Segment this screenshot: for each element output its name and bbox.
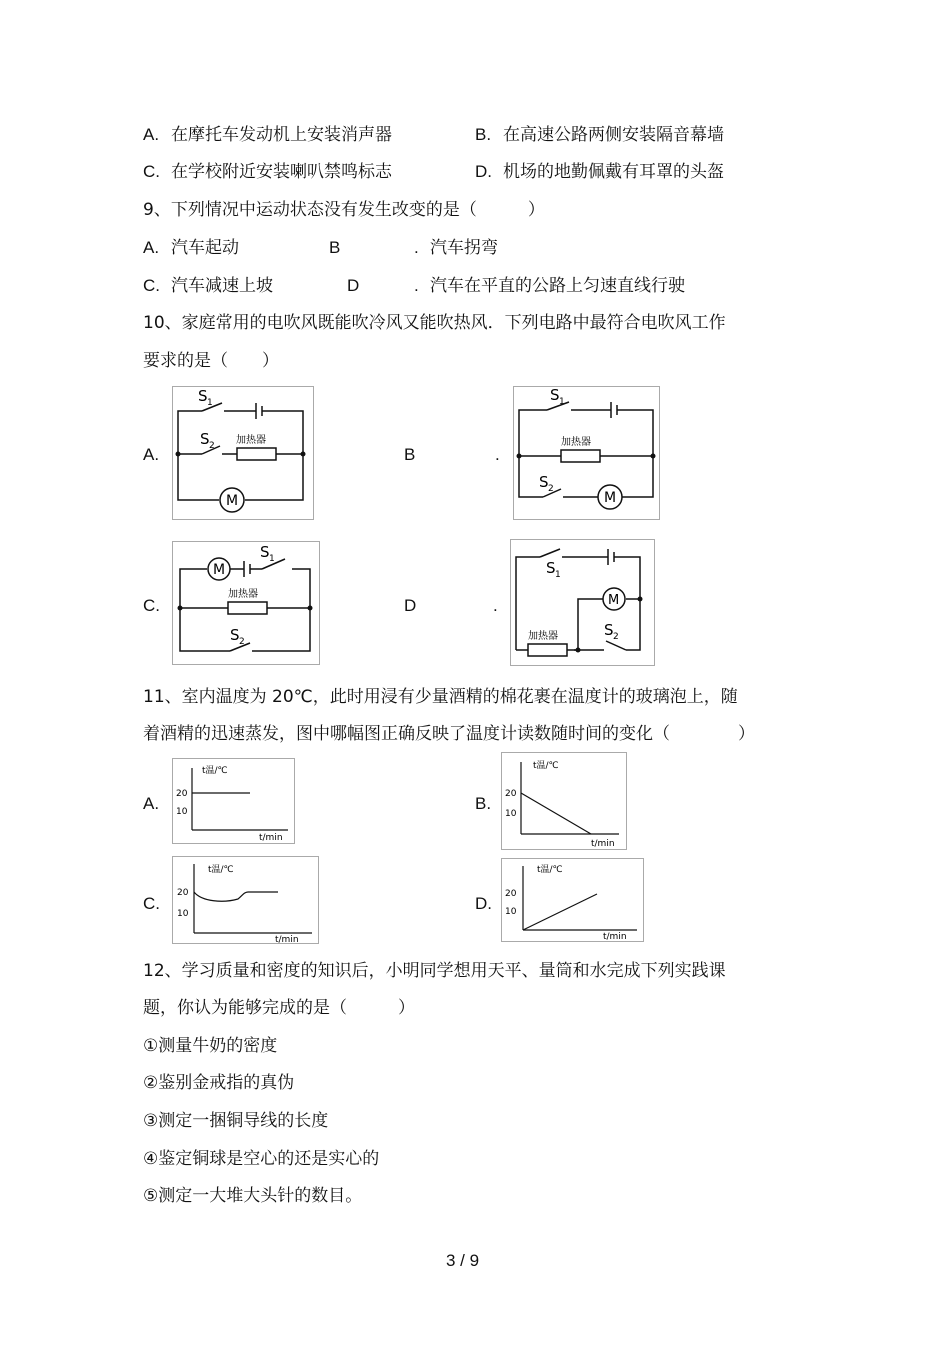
circuit-d-motor: M [608, 593, 620, 608]
circuit-d-s1-sub: 1 [555, 570, 561, 580]
graph-a-tick-10: 10 [176, 807, 188, 817]
circuit-d-heater-label: 加热器 [528, 631, 558, 642]
q11-option-a-label: A. [143, 794, 160, 813]
circuit-c-s1-sub: 1 [269, 554, 275, 564]
graph-d-tick-10: 10 [505, 907, 517, 917]
q8-option-d-text: 机场的地勤佩戴有耳罩的头盔 [503, 162, 724, 182]
q9-option-c-text: 汽车减速上坡 [171, 276, 273, 296]
circuit-a-s2-sub: 2 [209, 441, 215, 451]
circuit-b-diagram [513, 386, 660, 520]
circuit-d-s1: S [546, 559, 556, 577]
graph-c-curve [194, 892, 278, 901]
q9-option-b-text: 汽车拐弯 [430, 238, 498, 258]
q10-stem-line2: 要求的是（ ） [143, 351, 279, 371]
q10-option-d-label: D [404, 596, 417, 615]
graph-c-y-label: t温/℃ [208, 865, 234, 875]
graph-a-x-label: t/min [259, 833, 283, 843]
q10-stem-line1: 10、家庭常用的电吹风既能吹冷风又能吹热风．下列电路中最符合电吹风工作 [143, 313, 726, 333]
circuit-c-s2: S [230, 626, 240, 644]
q9-option-b-label: B [329, 238, 341, 257]
circuit-d-s2-sub: 2 [613, 632, 619, 642]
graph-c-tick-20: 20 [177, 888, 189, 898]
graph-c-x-label: t/min [275, 935, 299, 944]
graph-b-tick-10: 10 [505, 809, 517, 819]
q12-item: ①测量牛奶的密度 [143, 1036, 278, 1056]
q11-stem-line1: 11、室内温度为 20℃，此时用浸有少量酒精的棉花裹在温度计的玻璃泡上，随 [143, 687, 738, 707]
q11-option-b-label: B. [475, 794, 492, 813]
circuit-d-diagram [510, 539, 655, 666]
circuit-b-s2-sub: 2 [548, 484, 554, 494]
q9-stem: 9、下列情况中运动状态没有发生改变的是（ ） [143, 200, 545, 220]
circuit-c-motor: M [213, 562, 226, 578]
circuit-a-s2: S [200, 430, 210, 448]
q8-option-c-text: 在学校附近安装喇叭禁鸣标志 [171, 162, 392, 182]
q8-option-d-label: D. [475, 162, 492, 181]
q12-stem-line2: 题，你认为能够完成的是（ ） [143, 998, 415, 1018]
q10-option-d-dot: . [493, 596, 498, 615]
q12-item: ②鉴别金戒指的真伪 [143, 1073, 295, 1093]
graph-c-tick-10: 10 [177, 909, 189, 919]
q10-option-a-label: A. [143, 445, 160, 464]
circuit-b-heater-label: 加热器 [561, 437, 591, 448]
graph-d [501, 858, 644, 942]
q10-option-c-label: C. [143, 596, 160, 615]
graph-d-curve [523, 894, 597, 930]
circuit-a-diagram [172, 386, 314, 520]
graph-a [172, 758, 295, 844]
graph-d-tick-20: 20 [505, 889, 517, 899]
q9-option-a-label: A. [143, 238, 160, 257]
q8-option-a-label: A. [143, 125, 160, 144]
circuit-c-s2-sub: 2 [239, 637, 245, 647]
circuit-a-s1: S [198, 387, 208, 405]
graph-b [501, 752, 627, 850]
q8-option-b-label: B. [475, 125, 492, 144]
circuit-c-s1: S [260, 543, 270, 561]
circuit-d-s2: S [604, 621, 614, 639]
q8-option-b-text: 在高速公路两侧安装隔音幕墙 [503, 125, 724, 145]
graph-a-tick-20: 20 [176, 789, 188, 799]
graph-a-y-label: t温/℃ [202, 766, 228, 776]
q8-option-a-text: 在摩托车发动机上安装消声器 [171, 125, 392, 145]
q11-stem-line2: 着酒精的迅速蒸发，图中哪幅图正确反映了温度计读数随时间的变化（ ） [143, 724, 755, 744]
circuit-a-s1-sub: 1 [207, 398, 213, 408]
circuit-a-heater-label: 加热器 [236, 435, 266, 446]
graph-d-y-label: t温/℃ [537, 865, 563, 875]
q9-option-d-text: 汽车在平直的公路上匀速直线行驶 [430, 276, 685, 296]
q12-item: ③测定一捆铜导线的长度 [143, 1111, 329, 1131]
graph-b-tick-20: 20 [505, 789, 517, 799]
circuit-c-heater-label: 加热器 [228, 589, 258, 600]
circuit-b-s1: S [550, 386, 560, 404]
circuit-b-motor: M [604, 490, 617, 506]
page-number: 3 / 9 [446, 1251, 480, 1270]
q8-option-c-label: C. [143, 162, 160, 181]
graph-b-x-label: t/min [591, 839, 615, 849]
q9-option-a-text: 汽车起动 [171, 238, 239, 258]
q10-option-b-dot: . [495, 445, 500, 464]
q10-option-b-label: B [404, 445, 416, 464]
graph-c [172, 856, 319, 944]
circuit-b-s1-sub: 1 [559, 397, 565, 407]
q12-item: ⑤测定一大堆大头针的数目。 [143, 1186, 363, 1206]
q11-option-d-label: D. [475, 894, 492, 913]
circuit-a-motor: M [226, 493, 239, 509]
circuit-c-diagram [172, 541, 320, 665]
q9-option-d-label: D [347, 276, 360, 295]
graph-b-curve [521, 793, 591, 834]
graph-d-x-label: t/min [603, 932, 627, 942]
q11-option-c-label: C. [143, 894, 160, 913]
q12-stem-line1: 12、学习质量和密度的知识后，小明同学想用天平、量筒和水完成下列实践课 [143, 961, 726, 981]
circuit-b-s2: S [539, 473, 549, 491]
graph-b-y-label: t温/℃ [533, 761, 559, 771]
q9-option-d-dot: . [414, 276, 419, 295]
q9-option-b-dot: . [414, 238, 419, 257]
q12-item: ④鉴定铜球是空心的还是实心的 [143, 1149, 380, 1169]
q9-option-c-label: C. [143, 276, 160, 295]
